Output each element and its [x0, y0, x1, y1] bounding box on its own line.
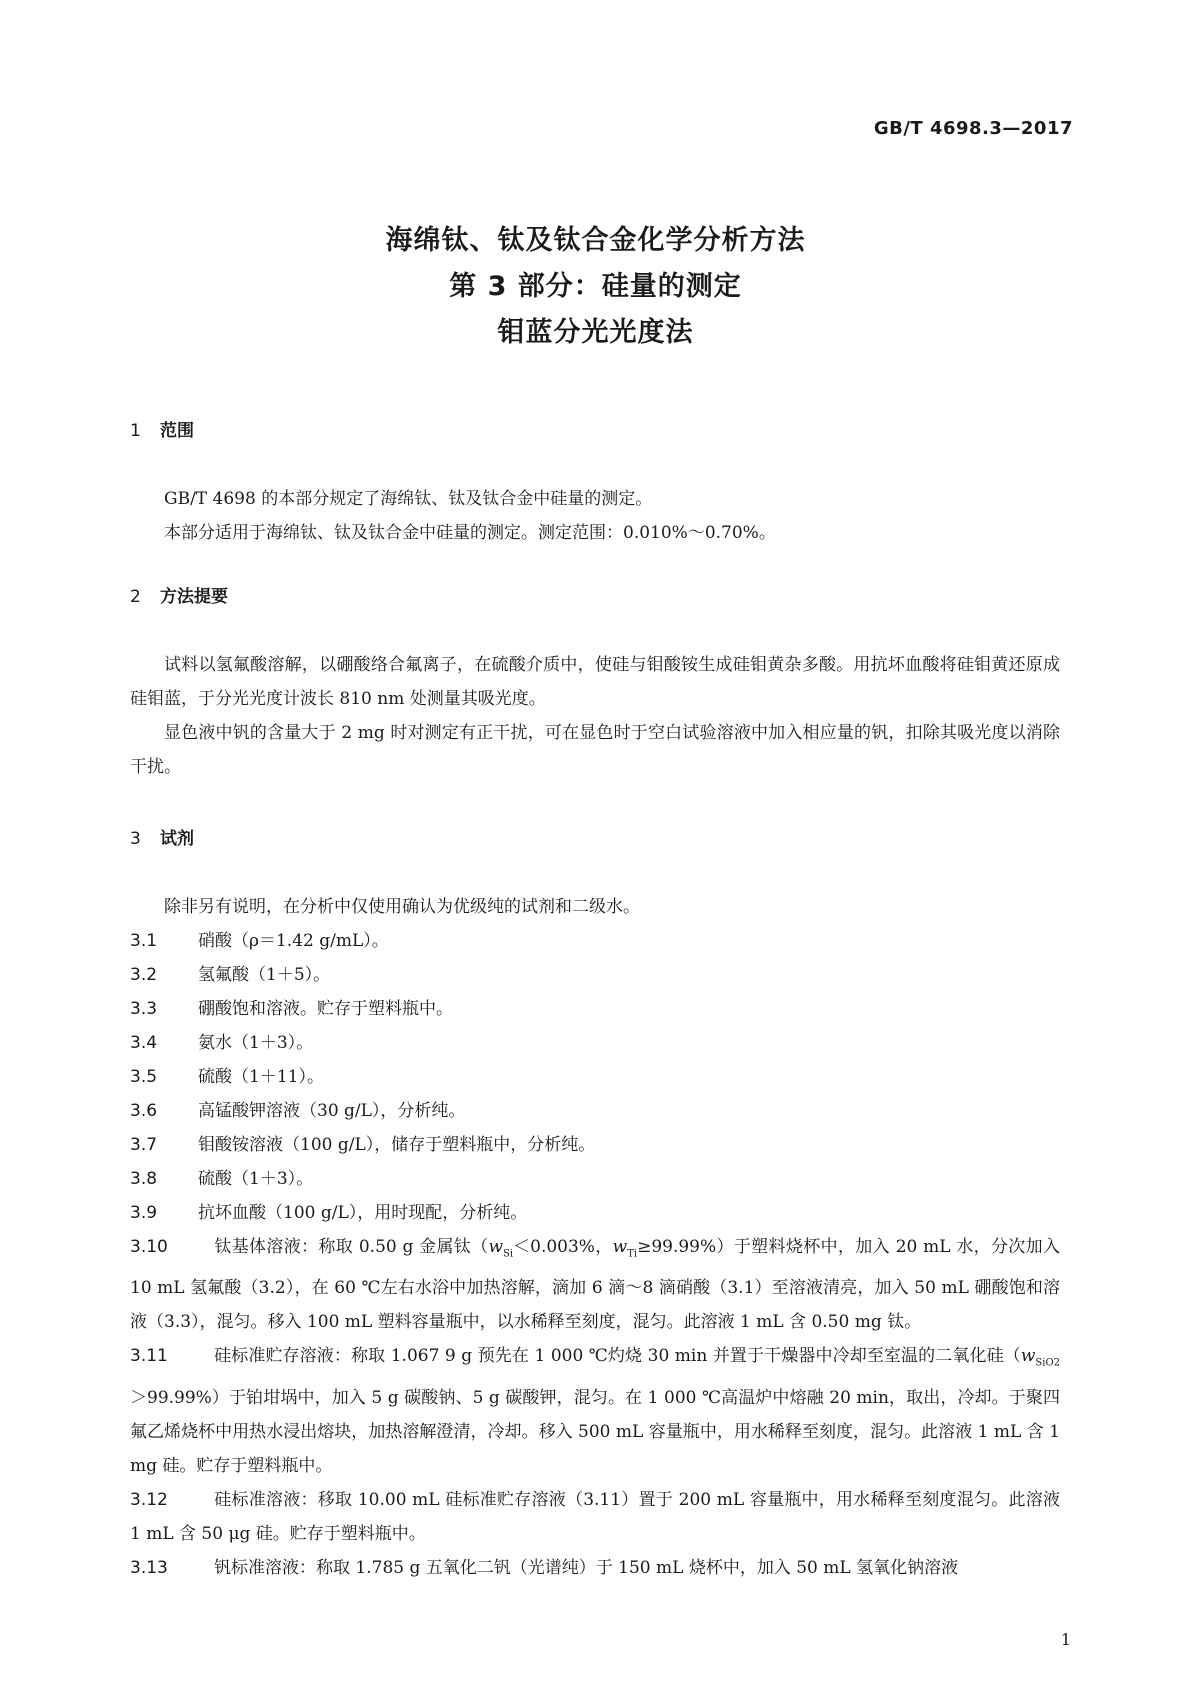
item-number: 3.8: [130, 1169, 158, 1189]
item-text: ＜0.003%，: [513, 1237, 613, 1257]
item-number: 3.12: [130, 1489, 168, 1510]
section-1-paragraph-1: GB/T 4698 的本部分规定了海绵钛、钛及钛合金中硅量的测定。: [164, 489, 653, 509]
reagent-item-3-12: [130, 1483, 1060, 1551]
reagent-item: [130, 1196, 1060, 1230]
reagent-item: [130, 1060, 1060, 1094]
item-number: 3.6: [130, 1101, 158, 1121]
item-number: 3.13: [130, 1557, 168, 1578]
mass-fraction-symbol: w: [1020, 1346, 1036, 1367]
item-text: 氢氟酸（1＋5）。: [198, 965, 331, 985]
subscript: Ti: [627, 1248, 638, 1260]
item-text: 硫酸（1＋3）。: [198, 1169, 314, 1189]
subscript: Si: [503, 1248, 514, 1260]
standard-code: GB/T 4698.3—2017: [873, 118, 1073, 139]
title-line-2: 第 3 部分：硅量的测定: [449, 271, 742, 302]
item-text: 高锰酸钾溶液（30 g/L），分析纯。: [198, 1101, 466, 1121]
reagent-item: [130, 1026, 1060, 1060]
reagent-item: [130, 1162, 1060, 1196]
title-line-1: 海绵钛、钛及钛合金化学分析方法: [385, 225, 806, 256]
item-number: 3.10: [130, 1237, 168, 1257]
item-number: 3.2: [130, 965, 158, 985]
title-line-3: 钼蓝分光光度法: [497, 317, 694, 348]
item-number: 3.7: [130, 1135, 158, 1155]
section-title: 方法提要: [160, 587, 228, 607]
reagent-item: [130, 924, 1060, 958]
item-number: 3.3: [130, 999, 158, 1019]
document-body: [130, 418, 1060, 1585]
item-text: 钛基体溶液：称取 0.50 g 金属钛（: [214, 1237, 489, 1257]
section-2-paragraph-2: 显色液中钒的含量大于 2 mg 时对测定有正干扰，可在显色时于空白试验溶液中加入相应量的钒，扣除其吸光度以消除干扰。: [130, 723, 1060, 777]
section-1-heading: [130, 418, 1060, 444]
item-text: 抗坏血酸（100 g/L），用时现配，分析纯。: [198, 1203, 528, 1223]
item-text: ＞99.99%）于铂坩埚中，加入 5 g 碳酸钠、5 g 碳酸钾，混匀。在 1 000 ℃高温炉中熔融 20 min，取出，冷却。于聚四氟乙烯烧杯中用热水浸出熔块，加热溶解澄清，冷却。移入 500 mL 容量瓶中，用水稀释至刻度，混匀。此溶液 1 mL 含 1 mg 硅。贮存于塑料瓶中。: [130, 1387, 1060, 1476]
section-number: 3: [130, 829, 141, 849]
section-1-paragraph-2: 本部分适用于海绵钛、钛及钛合金中硅量的测定。测定范围：0.010%～0.70%。: [164, 523, 776, 543]
section-title: 范围: [160, 421, 194, 441]
reagent-item: [130, 1128, 1060, 1162]
reagent-item-3-11: [130, 1339, 1060, 1482]
reagent-item-3-13: [130, 1551, 1060, 1585]
item-text: 硝酸（ρ＝1.42 g/mL）。: [198, 931, 389, 951]
section-title: 试剂: [160, 829, 194, 849]
section-2-heading: [130, 584, 1060, 610]
page-number: 1: [1060, 1630, 1071, 1649]
section-3-heading: [130, 826, 1060, 852]
section-2-paragraph-1: 试料以氢氟酸溶解，以硼酸络合氟离子，在硫酸介质中，使硅与钼酸铵生成硅钼黄杂多酸。用抗坏血酸将硅钼黄还原成硅钼蓝，于分光光度计波长 810 nm 处测量其吸光度。: [130, 655, 1060, 709]
item-number: 3.4: [130, 1033, 158, 1053]
reagent-item: [130, 992, 1060, 1026]
item-text: 硅标准贮存溶液：称取 1.067 9 g 预先在 1 000 ℃灼烧 30 min 并置于干燥器中冷却至室温的二氧化硅（: [214, 1346, 1021, 1367]
mass-fraction-symbol: w: [488, 1237, 504, 1257]
item-text: 硅标准溶液：移取 10.00 mL 硅标准贮存溶液（3.11）置于 200 mL 容量瓶中，用水稀释至刻度混匀。此溶液 1 mL 含 50 μg 硅。贮存于塑料瓶中。: [130, 1489, 1060, 1544]
mass-fraction-symbol: w: [612, 1237, 628, 1257]
item-text: 硫酸（1＋11）。: [198, 1067, 324, 1087]
section-number: 1: [130, 421, 141, 441]
item-number: 3.1: [130, 931, 158, 951]
document-title: [0, 218, 1191, 356]
item-text: 钼酸铵溶液（100 g/L），储存于塑料瓶中，分析纯。: [198, 1135, 596, 1155]
item-text: 钒标准溶液：称取 1.785 g 五氧化二钒（光谱纯）于 150 mL 烧杯中，加入 50 mL 氢氧化钠溶液: [214, 1557, 959, 1578]
section-3-intro: 除非另有说明，在分析中仅使用确认为优级纯的试剂和二级水。: [164, 897, 640, 917]
subscript: SiO2: [1035, 1357, 1060, 1369]
item-number: 3.9: [130, 1203, 158, 1223]
item-text: 硼酸饱和溶液。贮存于塑料瓶中。: [198, 999, 453, 1019]
item-text: ≥99.99%）于塑料烧杯中，加入 20 mL 水，分次加入 10 mL 氢氟酸（3.2），在 60 ℃左右水浴中加热溶解，滴加 6 滴～8 滴硝酸（3.1）至溶液清亮，加入 50 mL 硼酸饱和溶液（3.3），混匀。移入 100 mL 塑料容量瓶中，以水稀释至刻度，混匀。此溶液 1 mL 含 0.50 mg 钛。: [130, 1237, 1060, 1333]
item-number: 3.11: [130, 1346, 168, 1367]
section-number: 2: [130, 587, 141, 607]
reagent-item-3-10: [130, 1230, 1060, 1339]
item-text: 氨水（1＋3）。: [198, 1033, 314, 1053]
item-number: 3.5: [130, 1067, 158, 1087]
reagent-item: [130, 1094, 1060, 1128]
reagent-item: [130, 958, 1060, 992]
